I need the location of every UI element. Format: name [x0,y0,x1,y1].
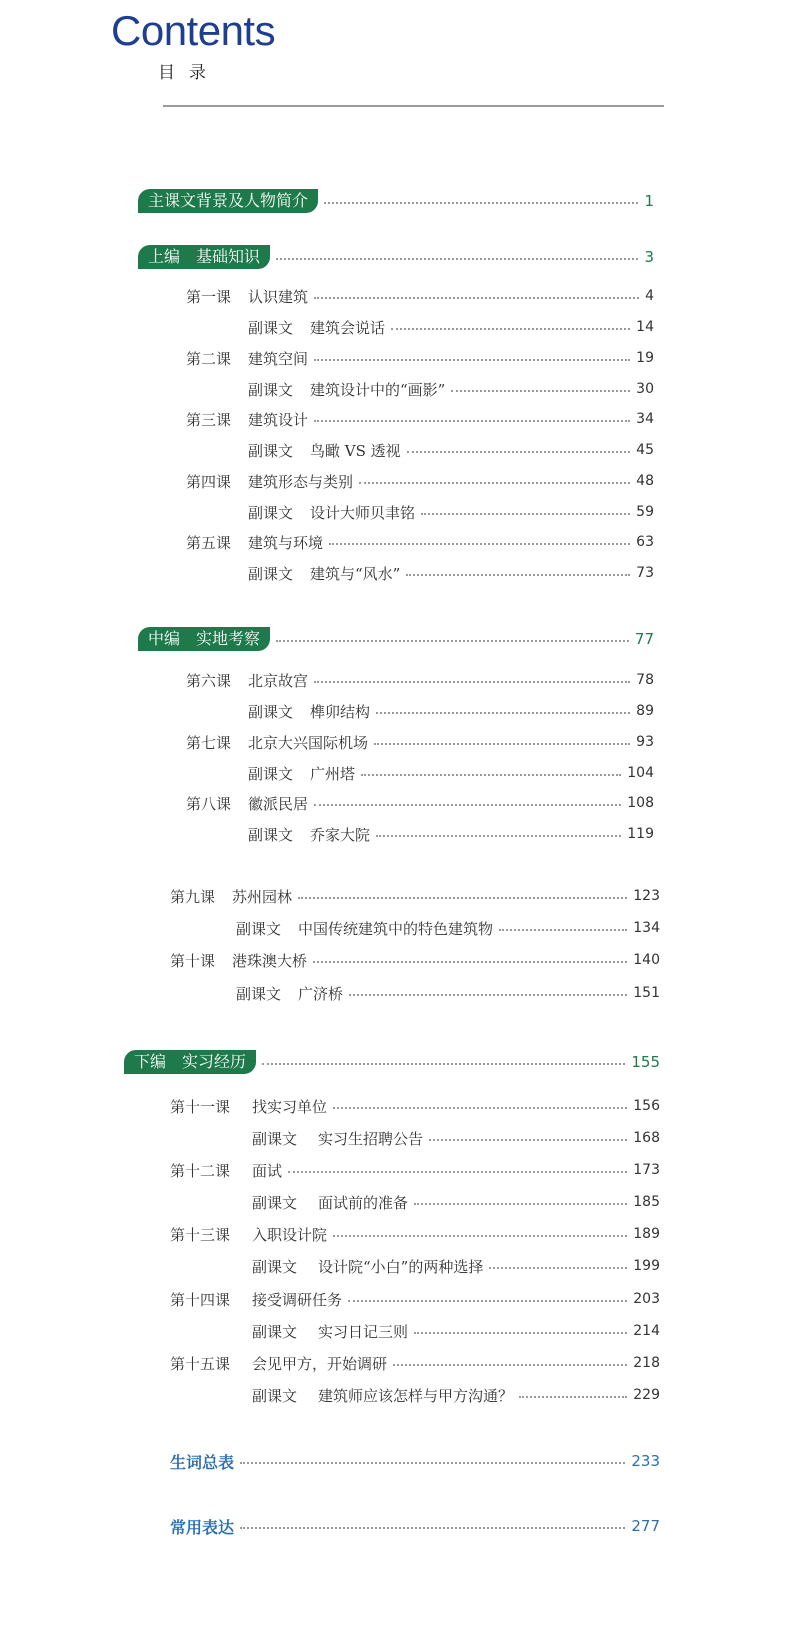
toc-lesson[interactable] [170,1221,660,1247]
lesson-title: 建筑形态与类别 [248,472,354,491]
page-number: 233 [631,1452,660,1470]
leader-dots [406,574,630,576]
lesson-number: 第十二课 [170,1161,231,1180]
section-tab: 上编 基础知识 [138,245,270,269]
page-number: 108 [627,795,654,811]
toc-sub-lesson[interactable] [252,1125,660,1151]
leader-dots [324,202,638,204]
page-number: 48 [636,473,654,489]
sub-lesson-title: 面试前的准备 [318,1193,409,1212]
lesson-number: 第八课 [186,794,232,813]
toc-sub-lesson[interactable] [252,1253,660,1279]
leader-dots [348,1300,627,1302]
toc-sub-lesson[interactable] [248,821,654,847]
lesson-number: 第十课 [170,951,216,970]
toc-sub-lesson[interactable] [248,499,654,525]
lesson-number: 第二课 [186,349,232,368]
lesson-title: 港珠澳大桥 [232,951,308,970]
leader-dots [313,961,627,963]
toc-sub-lesson[interactable] [248,560,654,586]
page-number: 140 [633,952,660,968]
page-title: Contents [111,7,276,54]
leader-dots [359,482,630,484]
page-number: 77 [634,630,654,648]
lesson-title: 北京故宫 [248,671,309,690]
glossary-label: 生词总表 [170,1452,235,1472]
page-number: 3 [644,248,654,266]
lesson-title: 建筑设计 [248,410,309,429]
toc-sub-lesson[interactable] [248,698,654,724]
sub-lesson-title: 实习生招聘公告 [318,1129,424,1148]
lesson-title: 苏州园林 [232,887,293,906]
lesson-title: 会见甲方，开始调研 [252,1354,388,1373]
leader-dots [376,712,630,714]
leader-dots [314,420,630,422]
lesson-title: 找实习单位 [252,1097,328,1116]
page-number: 45 [636,442,654,458]
sub-lesson-label: 副课文 [248,764,294,783]
toc-sub-lesson[interactable] [236,980,660,1006]
leader-dots [349,994,627,996]
page-number: 214 [633,1323,660,1339]
toc-lesson[interactable] [186,667,654,693]
leader-dots [489,1267,627,1269]
leader-dots [333,1107,627,1109]
toc-section-part2[interactable] [138,626,654,652]
page-number: 134 [633,920,660,936]
leader-dots [499,929,627,931]
sub-lesson-label: 副课文 [252,1193,298,1212]
leader-dots [393,1364,627,1366]
lesson-number: 第六课 [186,671,232,690]
toc-sub-lesson[interactable] [236,915,660,941]
toc-lesson[interactable] [186,729,654,755]
sub-lesson-label: 副课文 [252,1257,298,1276]
lesson-number: 第三课 [186,410,232,429]
page-number: 14 [636,319,654,335]
toc-lesson[interactable] [170,1350,660,1376]
leader-dots [421,513,630,515]
toc-lesson[interactable] [170,1157,660,1183]
page-number: 119 [627,826,654,842]
leader-dots [314,681,630,683]
lesson-number: 第十五课 [170,1354,231,1373]
toc-sub-lesson[interactable] [248,314,654,340]
toc-lesson[interactable] [170,1286,660,1312]
leader-dots [374,743,630,745]
sub-lesson-title: 建筑会说话 [310,318,386,337]
sub-lesson-title: 设计院“小白”的两种选择 [318,1257,484,1276]
toc-sub-lesson[interactable] [248,437,654,463]
toc-glossary[interactable] [170,1448,660,1474]
page-number: 189 [633,1226,660,1242]
leader-dots [288,1171,627,1173]
leader-dots [276,640,629,642]
leader-dots [361,774,621,776]
toc-lesson[interactable] [186,345,654,371]
sub-lesson-label: 副课文 [248,318,294,337]
lesson-title: 建筑空间 [248,349,309,368]
page-number: 34 [636,411,654,427]
toc-lesson[interactable] [186,790,654,816]
leader-dots [298,897,627,899]
page-number: 19 [636,350,654,366]
toc-sub-lesson[interactable] [248,376,654,402]
sub-lesson-title: 建筑与“风水” [310,564,401,583]
sub-lesson-title: 广济桥 [298,984,344,1003]
leader-dots [314,297,639,299]
leader-dots [414,1203,627,1205]
page-number: 229 [633,1387,660,1403]
sub-lesson-label: 副课文 [248,441,294,460]
sub-lesson-title: 建筑设计中的“画影” [310,380,446,399]
page-number: 185 [633,1194,660,1210]
section-tab: 中编 实地考察 [138,627,270,651]
page-subtitle: 目录 [158,63,220,83]
lesson-number: 第五课 [186,533,232,552]
page-number: 218 [633,1355,660,1371]
page-number: 155 [631,1053,660,1071]
page-number: 4 [645,288,654,304]
lesson-title: 入职设计院 [252,1225,328,1244]
toc-lesson[interactable] [170,1093,660,1119]
lesson-number: 第一课 [186,287,232,306]
sub-lesson-label: 副课文 [248,503,294,522]
sub-lesson-label: 副课文 [248,825,294,844]
toc-section-part1[interactable] [138,244,654,270]
sub-lesson-title: 广州塔 [310,764,356,783]
lesson-number: 第四课 [186,472,232,491]
lesson-title: 建筑与环境 [248,533,324,552]
page-number: 277 [631,1517,660,1535]
toc-expressions[interactable] [170,1513,660,1539]
leader-dots [240,1527,625,1529]
page-number: 173 [633,1162,660,1178]
sub-lesson-label: 副课文 [252,1129,298,1148]
toc-lesson[interactable] [186,468,654,494]
page-number: 156 [633,1098,660,1114]
sub-lesson-title: 鸟瞰 VS 透视 [310,441,401,460]
section-tab: 下编 实习经历 [124,1050,256,1074]
sub-lesson-label: 副课文 [248,380,294,399]
leader-dots [314,804,621,806]
toc-sub-lesson[interactable] [252,1189,660,1215]
lesson-title: 认识建筑 [248,287,309,306]
leader-dots [240,1462,625,1464]
page-number: 104 [627,765,654,781]
lesson-number: 第十四课 [170,1290,231,1309]
page-number: 30 [636,381,654,397]
leader-dots [329,543,630,545]
sub-lesson-title: 榫卯结构 [310,702,371,721]
sub-lesson-label: 副课文 [236,984,282,1003]
lesson-title: 北京大兴国际机场 [248,733,369,752]
toc-section-part3[interactable] [124,1049,660,1075]
leader-dots [333,1235,627,1237]
toc-sub-lesson[interactable] [252,1318,660,1344]
page-number: 168 [633,1130,660,1146]
toc-lesson[interactable] [170,883,660,909]
page-number: 93 [636,734,654,750]
leader-dots [276,258,638,260]
leader-dots [391,328,630,330]
sub-lesson-label: 副课文 [248,702,294,721]
toc-sub-lesson[interactable] [252,1382,660,1408]
page-number: 151 [633,985,660,1001]
leader-dots [451,390,630,392]
toc-lesson[interactable] [186,406,654,432]
expressions-label: 常用表达 [170,1517,235,1537]
header-divider [163,105,664,107]
leader-dots [414,1332,627,1334]
leader-dots [376,835,621,837]
leader-dots [314,359,630,361]
sub-lesson-title: 乔家大院 [310,825,371,844]
toc-sub-lesson[interactable] [248,760,654,786]
sub-lesson-label: 副课文 [252,1386,298,1405]
lesson-title: 面试 [252,1161,283,1180]
page-number: 59 [636,504,654,520]
toc-lesson[interactable] [170,947,660,973]
lesson-title: 接受调研任务 [252,1290,343,1309]
leader-dots [407,451,631,453]
toc-lesson[interactable] [186,283,654,309]
leader-dots [262,1063,625,1065]
lesson-number: 第七课 [186,733,232,752]
sub-lesson-label: 副课文 [236,919,282,938]
sub-lesson-title: 中国传统建筑中的特色建筑物 [298,919,494,938]
lesson-number: 第十三课 [170,1225,231,1244]
sub-lesson-label: 副课文 [248,564,294,583]
leader-dots [429,1139,627,1141]
page-number: 78 [636,672,654,688]
toc-lesson[interactable] [186,529,654,555]
lesson-title: 徽派民居 [248,794,309,813]
page-number: 89 [636,703,654,719]
page-number: 199 [633,1258,660,1274]
sub-lesson-title: 设计大师贝聿铭 [310,503,416,522]
section-tab: 主课文背景及人物简介 [138,189,318,213]
sub-lesson-title: 建筑师应该怎样与甲方沟通？ [318,1386,514,1405]
lesson-number: 第九课 [170,887,216,906]
leader-dots [519,1396,627,1398]
toc-section-intro[interactable] [138,188,654,214]
page-number: 63 [636,534,654,550]
page-number: 123 [633,888,660,904]
page-number: 1 [644,192,654,210]
lesson-number: 第十一课 [170,1097,231,1116]
sub-lesson-title: 实习日记三则 [318,1322,409,1341]
page-number: 203 [633,1291,660,1307]
sub-lesson-label: 副课文 [252,1322,298,1341]
page-number: 73 [636,565,654,581]
